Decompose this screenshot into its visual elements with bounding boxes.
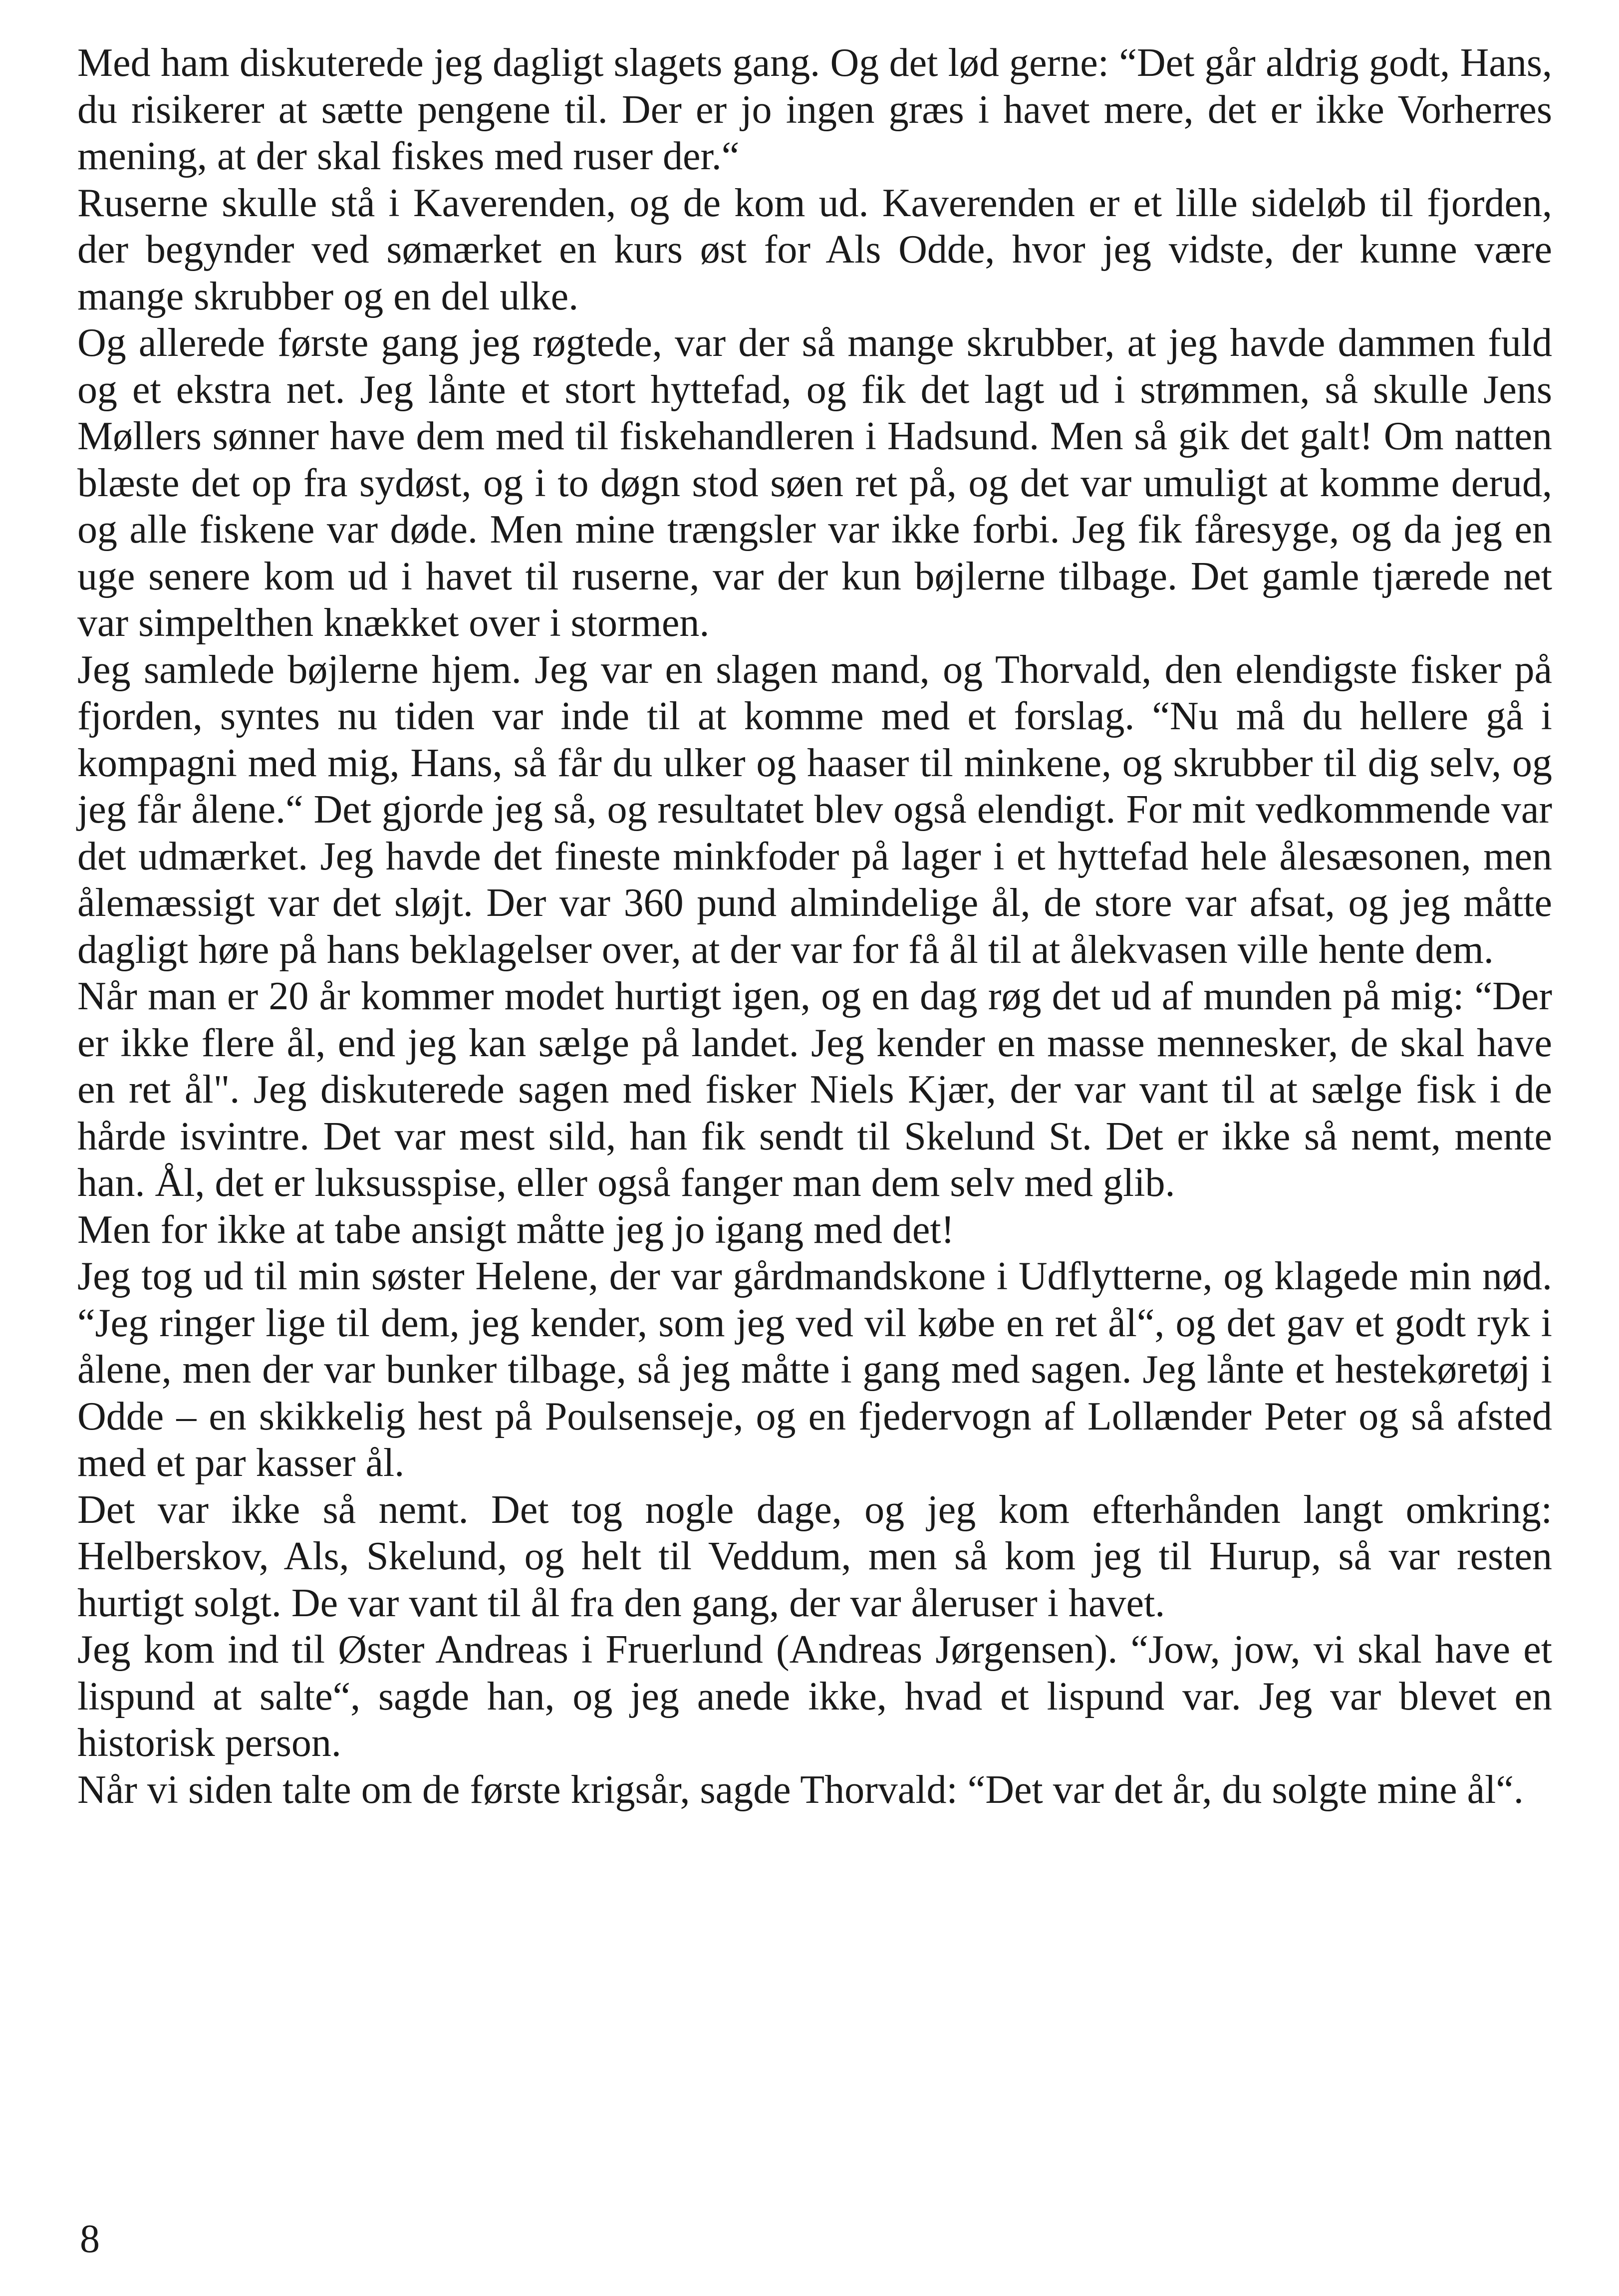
body-text <box>77 40 1552 1813</box>
page-number: 8 <box>80 2217 100 2261</box>
paragraph: Med ham diskuterede jeg dagligt slagets gang. Og det lød gerne: “Det går aldrig godt, Hans, du risikerer at sætte pengene til. Der er jo ingen græs i havet mere, det er ikke Vorherres mening, at der skal fiskes med ruser der.“ <box>77 41 1552 178</box>
paragraph: Det var ikke så nemt. Det tog nogle dage, og jeg kom efterhånden langt omkring: Helberskov, Als, Skelund, og helt til Veddum, men så kom jeg til Hurup, så var resten hurtigt solgt. De var vant til ål fra den gang, der var åleruser i havet. <box>77 1487 1552 1625</box>
paragraph: Når vi siden talte om de første krigsår, sagde Thorvald: “Det var det år, du solgte mine ål“. <box>77 1767 1524 1812</box>
paragraph: Jeg tog ud til min søster Helene, der var gårdmandskone i Udflytterne, og klagede min nød. “Jeg ringer lige til dem, jeg kender, som jeg ved vil købe en ret ål“, og det gav et godt ryk i ålene, men der var bunker tilbage, så jeg måtte i gang med sagen. Jeg lånte et hestekøretøj i Odde – en skikkelig hest på Poulsenseje, og en fjedervogn af Lollænder Peter og så afsted med et par kasser ål. <box>77 1254 1552 1485</box>
paragraph: Men for ikke at tabe ansigt måtte jeg jo igang med det! <box>77 1207 955 1252</box>
paragraph: Og allerede første gang jeg røgtede, var der så mange skrubber, at jeg havde dammen fuld og et ekstra net. Jeg lånte et stort hyttefad, og fik det lagt ud i strømmen, så skulle Jens Møllers sønner have dem med til fiskehandleren i Hadsund. Men så gik det galt! Om natten blæste det op fra sydøst, og i to døgn stod søen ret på, og det var umuligt at komme derud, og alle fiskene var døde. Men mine trængsler var ikke forbi. Jeg fik fåresyge, og da jeg en uge senere kom ud i havet til ruserne, var der kun bøjlerne tilbage. Det gamle tjærede net var simpelthen knækket over i stormen. <box>77 321 1552 645</box>
paragraph: Ruserne skulle stå i Kaverenden, og de kom ud. Kaverenden er et lille sideløb til fjorden, der begynder ved sømærket en kurs øst for Als Odde, hvor jeg vidste, der kunne være mange skrubber og en del ulke. <box>77 181 1552 318</box>
paragraph: Jeg kom ind til Øster Andreas i Fruerlund (Andreas Jørgensen). “Jow, jow, vi skal have et lispund at salte“, sagde han, og jeg anede ikke, hvad et lispund var. Jeg var blevet en historisk person. <box>77 1628 1552 1765</box>
paragraph: Når man er 20 år kommer modet hurtigt igen, og en dag røg det ud af munden på mig: “Der er ikke flere ål, end jeg kan sælge på landet. Jeg kender en masse mennesker, de skal have en ret ål". Jeg diskuterede sagen med fisker Niels Kjær, der var vant til at sælge fisk i de hårde isvintre. Det var mest sild, han fik sendt til Skelund St. Det er ikke så nemt, mente han. Ål, det er luksusspise, eller også fanger man dem selv med glib. <box>77 974 1552 1205</box>
paragraph: Jeg samlede bøjlerne hjem. Jeg var en slagen mand, og Thorvald, den elendigste fisker på fjorden, syntes nu tiden var inde til at komme med et forslag. “Nu må du hellere gå i kompagni med mig, Hans, så får du ulker og haaser til minkene, og skrubber til dig selv, og jeg får ålene.“ Det gjorde jeg så, og resultatet blev også elendigt. For mit vedkommende var det udmærket. Jeg havde det fineste minkfoder på lager i et hyttefad hele ålesæsonen, men ålemæssigt var det sløjt. Der var 360 pund almindelige ål, de store var afsat, og jeg måtte dagligt høre på hans beklagelser over, at der var for få ål til at ålekvasen ville hente dem. <box>77 647 1552 972</box>
